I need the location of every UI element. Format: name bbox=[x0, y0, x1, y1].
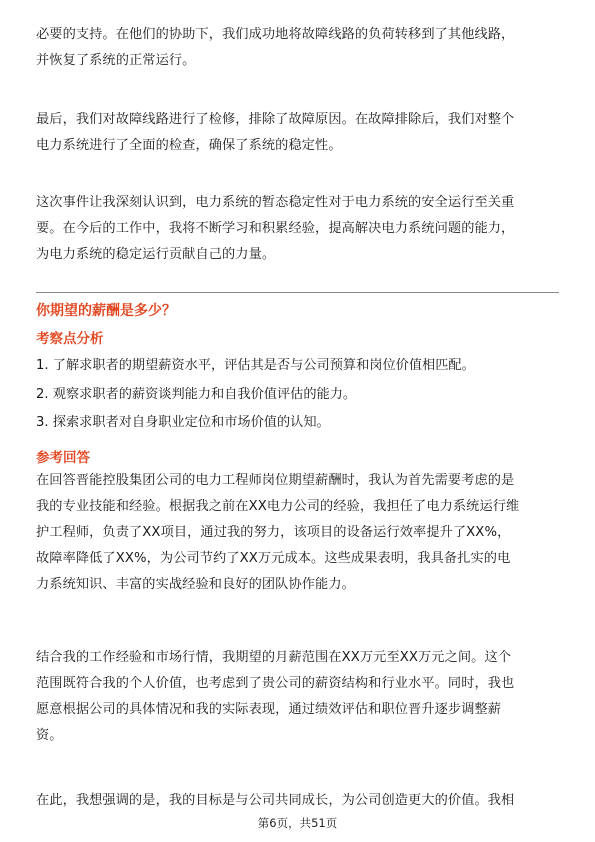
analysis-heading: 考察点分析 bbox=[36, 331, 104, 347]
answer-heading: 参考回答 bbox=[36, 450, 90, 466]
text-line: 为电力系统的稳定运行贡献自己的力量。 bbox=[36, 247, 276, 262]
text-line: 这次事件让我深刻认识到，电力系统的暂态稳定性对于电力系统的安全运行至关重 bbox=[36, 195, 515, 210]
text-line: 要。在今后的工作中，我将不断学习和积累经验，提高解决电力系统问题的能力， bbox=[36, 221, 515, 236]
text-line: 在回答晋能控股集团公司的电力工程师岗位期望薪酬时，我认为首先需要考虑的是 bbox=[36, 473, 515, 488]
text-line: 资。 bbox=[36, 728, 63, 743]
answer-paragraph-2 bbox=[36, 645, 560, 749]
text-line: 并恢复了系统的正常运行。 bbox=[36, 53, 196, 68]
text-line: 力系统知识、丰富的实战经验和良好的团队协作能力。 bbox=[36, 577, 355, 592]
text-line: 电力系统进行了全面的检查，确保了系统的稳定性。 bbox=[36, 138, 342, 153]
text-line: 愿意根据公司的具体情况和我的实际表现，通过绩效评估和职位晋升逐步调整薪 bbox=[36, 702, 502, 717]
text-line: 护工程师，负责了XX项目，通过我的努力，该项目的设备运行效率提升了XX%， bbox=[36, 525, 511, 540]
text-line: 我的专业技能和经验。根据我之前在XX电力公司的经验，我担任了电力系统运行维 bbox=[36, 499, 520, 514]
text-line: 在此，我想强调的是，我的目标是与公司共同成长，为公司创造更大的价值。我相 bbox=[36, 793, 515, 808]
paragraph-3 bbox=[36, 190, 560, 268]
answer-paragraph-1 bbox=[36, 468, 560, 598]
paragraph-2 bbox=[36, 107, 560, 159]
text-line: 范围既符合我的个人价值，也考虑到了贵公司的薪资结构和行业水平。同时，我也 bbox=[36, 676, 515, 691]
analysis-item: 1. 了解求职者的期望薪资水平，评估其是否与公司预算和岗位价值相匹配。 bbox=[36, 358, 475, 373]
text-line: 最后，我们对故障线路进行了检修，排除了故障原因。在故障排除后，我们对整个 bbox=[36, 112, 515, 127]
paragraph-1 bbox=[36, 22, 560, 74]
interview-question: 你期望的薪酬是多少？ bbox=[36, 303, 176, 319]
section-divider bbox=[36, 292, 559, 293]
text-line: 必要的支持。在他们的协助下，我们成功地将故障线路的负荷转移到了其他线路， bbox=[36, 27, 515, 42]
analysis-item: 2. 观察求职者的薪资谈判能力和自我价值评估的能力。 bbox=[36, 387, 357, 402]
text-line: 结合我的工作经验和市场行情，我期望的月薪范围在XX万元至XX万元之间。这个 bbox=[36, 650, 512, 665]
page-number-footer: 第6页，共51页 bbox=[257, 816, 338, 830]
text-line: 故障率降低了XX%，为公司节约了XX万元成本。这些成果表明，我具备扎实的电 bbox=[36, 551, 511, 566]
analysis-item: 3. 探索求职者对自身职业定位和市场价值的认知。 bbox=[36, 415, 330, 430]
answer-paragraph-3 bbox=[36, 788, 560, 814]
